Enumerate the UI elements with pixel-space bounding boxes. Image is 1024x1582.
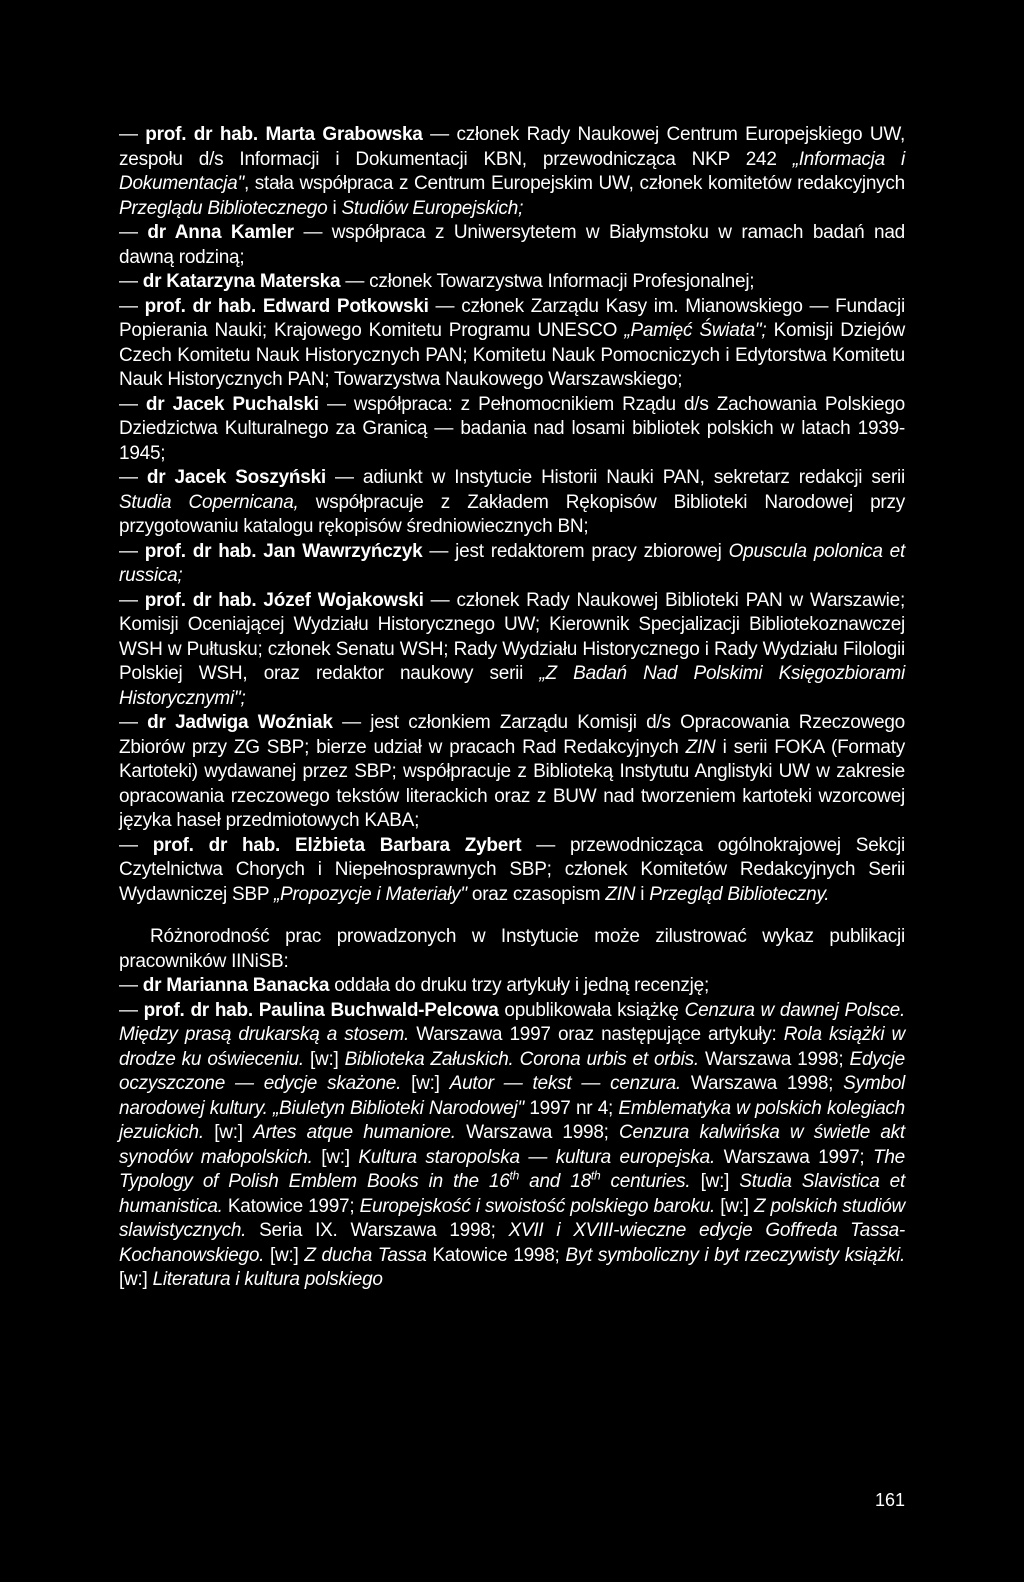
entry-italic: „Z Badań Nad Polskimi Księgozbiorami Historycznymi"; — [119, 663, 905, 709]
entry-text: — jest redaktorem pracy zbiorowej — [422, 540, 729, 562]
entry-text: 1997 nr 4; — [523, 1097, 619, 1119]
entry-dash: — — [119, 834, 153, 856]
publication-title: Autor — tekst — cenzura. — [449, 1073, 681, 1094]
ordinal-superscript: th — [509, 1168, 520, 1183]
publication-title: XVII i XVIII-wieczne edycje Goffreda Tassa-Kochanowskiego. — [119, 1220, 905, 1266]
entry-italic: „Propozycje i Materiały" — [273, 883, 467, 905]
entry-text: — członek Rady Naukowej Centrum Europejskiego UW, zespołu d/s Informacji i Dokumentacji KBN, przewodnicząca NKP 242 — [119, 124, 906, 170]
entry-text: opublikowała książkę — [498, 999, 685, 1021]
entry-text: — członek Towarzystwa Informacji Profesjonalnej; — [340, 271, 755, 292]
entry-text: Warszawa 1998; — [698, 1048, 850, 1070]
staff-entry-puchalski — [119, 393, 905, 467]
entry-italic: Przeglądu Bibliotecznego — [119, 197, 328, 219]
publication-title: Edycje oczyszczone — edycje skażone. — [119, 1048, 905, 1094]
entry-italic: Opuscula polonica et russica; — [119, 540, 906, 586]
entry-text: [w:] — [715, 1195, 754, 1217]
entry-text: Komisji Dziejów Czech Komitetu Nauk Historycznych PAN; Komitetu Nauk Pomocniczych i Edytorstwa Komitetu Nauk Historycznych PAN; Towarzystwa Naukowego Warszawskiego; — [119, 320, 905, 390]
entry-text: [w:] — [203, 1122, 254, 1143]
entry-text: Seria IX. Warszawa 1998; — [246, 1220, 509, 1241]
entry-dash: — — [119, 467, 147, 488]
staff-entry-kamler — [119, 221, 905, 270]
staff-name: dr Marianna Banacka — [142, 975, 330, 996]
entry-text: , stała współpraca z Centrum Europejskim UW, członek komitetów redakcyjnych — [243, 173, 905, 194]
entry-text: [w:] — [690, 1171, 740, 1192]
entry-italic: Przegląd Biblioteczny. — [649, 883, 830, 905]
entry-text: oraz czasopism — [466, 883, 606, 905]
entry-italic: ZIN — [685, 736, 716, 758]
publication-title: and 18 — [519, 1171, 591, 1192]
staff-name: prof. dr hab. Edward Potkowski — [144, 295, 429, 317]
entry-text: [w:] — [401, 1073, 450, 1094]
publication-title: Rola książki w drodze ku oświeceniu. — [119, 1024, 905, 1070]
staff-entry-grabowska — [119, 123, 905, 221]
publication-title: Byt symboliczny i byt rzeczywisty książki. — [565, 1244, 905, 1266]
entry-text: i — [635, 883, 650, 905]
entry-text: oddała do druku trzy artykuły i jedną recenzję; — [329, 975, 709, 996]
entry-text: — współpraca: z Pełnomocnikiem Rządu d/s Zachowania Polskiego Dziedzictwa Kulturalnego za Granicą — badania nad losami bibliotek polskich w latach 1939-1945; — [119, 393, 905, 464]
entry-dash: — — [119, 393, 146, 415]
entry-dash: — — [119, 124, 146, 145]
publication-title: Artes atque humaniore. — [253, 1122, 456, 1143]
staff-name: prof. dr hab. Jan Wawrzyńczyk — [144, 540, 423, 562]
entry-text: — przewodnicząca ogólnokrajowej Sekcji Czytelnictwa Chorych i Niepełnosprawnych SBP; członek Komitetów Redakcyjnych Serii Wydawniczej SBP — [119, 834, 905, 905]
paragraph-gap — [119, 907, 905, 925]
publication-title: centuries. — [600, 1171, 691, 1192]
entry-dash: — — [119, 999, 144, 1021]
staff-entry-materska — [119, 270, 905, 295]
staff-entry-soszynski — [119, 466, 905, 540]
entry-dash: — — [119, 540, 145, 562]
entry-text: [w:] — [303, 1048, 345, 1070]
entry-dash: — — [119, 975, 143, 996]
staff-name: dr Jacek Soszyński — [146, 467, 326, 488]
entry-dash: — — [119, 589, 145, 611]
publication-entry-buchwald-pelcowa — [119, 999, 905, 1293]
entry-dash: — — [119, 271, 143, 292]
entry-dash: — — [119, 295, 145, 317]
entry-text: Katowice 1998; — [426, 1244, 566, 1266]
entry-text: — członek Rady Naukowej Biblioteki PAN w Warszawie; Komisji Oceniającej Wydziału Historycznego UW; Kierownik Specjalizacji Bibliotekoznawczej WSH w Pułtusku; członek Senatu WSH; Rady Wydziału Historycznego i Rady Wydziału Filologii Polskiej WSH, oraz redaktor naukowy serii — [119, 589, 905, 684]
staff-name: dr Jacek Puchalski — [145, 393, 319, 415]
publication-title: Cenzura kalwińska w świetle akt synodów małopolskich. — [119, 1122, 905, 1168]
publication-title: Z polskich studiów slawistycznych. — [119, 1195, 905, 1241]
publication-title: Cenzura w dawnej Polsce. Między prasą drukarską a stosem. — [119, 999, 906, 1045]
entry-text: Warszawa 1997 oraz następujące artykuły: — [409, 1024, 784, 1045]
entry-dash: — — [119, 222, 148, 243]
entry-text: [w:] — [264, 1244, 305, 1266]
ordinal-superscript: th — [590, 1168, 601, 1183]
publication-title: Studia Slavistica et humanistica. — [119, 1171, 905, 1217]
entry-dash: — — [119, 712, 148, 733]
publication-title: Literatura i kultura polskiego — [152, 1269, 383, 1290]
entry-text: — adiunkt w Instytucie Historii Nauki PAN, sekretarz redakcji serii — [325, 467, 906, 488]
staff-name: dr Katarzyna Materska — [142, 271, 341, 292]
publication-entry-banacka — [119, 974, 905, 999]
staff-name: dr Jadwiga Woźniak — [147, 712, 333, 733]
publication-title: Kultura staropolska — kultura europejska. — [358, 1146, 716, 1168]
publication-title: Symbol narodowej kultury. „Biuletyn Biblioteki Narodowej" — [119, 1073, 905, 1119]
publication-title: Z ducha Tassa — [304, 1244, 427, 1266]
staff-name: prof. dr hab. Elżbieta Barbara Zybert — [152, 834, 522, 856]
staff-entry-wozniak — [119, 711, 905, 834]
entry-text: — członek Zarządu Kasy im. Mianowskiego — Fundacji Popierania Nauki; Krajowego Komitetu Programu UNESCO — [119, 295, 905, 341]
entry-italic: „Informacja i Dokumentacja" — [119, 148, 905, 194]
page-body — [119, 123, 905, 1293]
entry-italic: „Pamięć Świata"; — [624, 320, 767, 341]
staff-name: prof. dr hab. Józef Wojakowski — [144, 589, 424, 611]
entry-text: — współpraca z Uniwersytetem w Białymstoku w ramach badań nad dawną rodziną; — [119, 222, 905, 268]
entry-italic: ZIN — [605, 883, 636, 905]
entry-italic: Studiów Europejskich; — [341, 197, 524, 219]
entry-text: współpracuje z Zakładem Rękopisów Biblioteki Narodowej przy przygotowaniu katalogu rękopisów średniowiecznych BN; — [119, 491, 905, 537]
staff-entry-wawrzynczyk — [119, 540, 905, 589]
page-number: 161 — [875, 1490, 906, 1510]
entry-text: Katowice 1997; — [222, 1195, 360, 1217]
staff-name: prof. dr hab. Paulina Buchwald-Pelcowa — [143, 999, 499, 1021]
staff-entry-potkowski — [119, 295, 905, 393]
staff-entry-wojakowski — [119, 589, 905, 712]
entry-text: i — [327, 197, 342, 219]
publication-title: Biblioteka Załuskich. Corona urbis et orbis. — [344, 1048, 699, 1070]
entry-text: Warszawa 1998; — [680, 1073, 844, 1094]
entry-text: [w:] — [119, 1269, 153, 1290]
entry-text: [w:] — [312, 1146, 359, 1168]
publications-intro: Różnorodność prac prowadzonych w Instytucie może zilustrować wykaz publikacji pracowników IINiSB: — [119, 926, 905, 972]
staff-name: prof. dr hab. Marta Grabowska — [145, 124, 423, 145]
publication-title: The Typology of Polish Emblem Books in the 16 — [119, 1146, 905, 1192]
entry-text: i serii FOKA (Formaty Kartoteki) wydawanej przez SBP; współpracuje z Biblioteką Instytutu Anglistyki UW w zakresie opracowania rzeczowego tekstów literackich oraz z BUW nad tworzeniem kartoteki wzorcowej języka haseł przedmiotowych KABA; — [119, 736, 905, 831]
entry-italic: Studia Copernicana, — [119, 491, 299, 513]
staff-name: dr Anna Kamler — [147, 222, 294, 243]
entry-text: — jest członkiem Zarządu Komisji d/s Opracowania Rzeczowego Zbiorów przy ZG SBP; bierze udział w pracach Rad Redakcyjnych — [119, 712, 906, 758]
publication-title: Emblematyka w polskich kolegiach jezuickich. — [119, 1097, 905, 1143]
entry-text: Warszawa 1998; — [455, 1122, 620, 1143]
entry-text: Warszawa 1997; — [715, 1146, 873, 1168]
staff-entry-zybert — [119, 834, 905, 908]
publication-title: Europejskość i swoistość polskiego baroku. — [359, 1195, 716, 1217]
